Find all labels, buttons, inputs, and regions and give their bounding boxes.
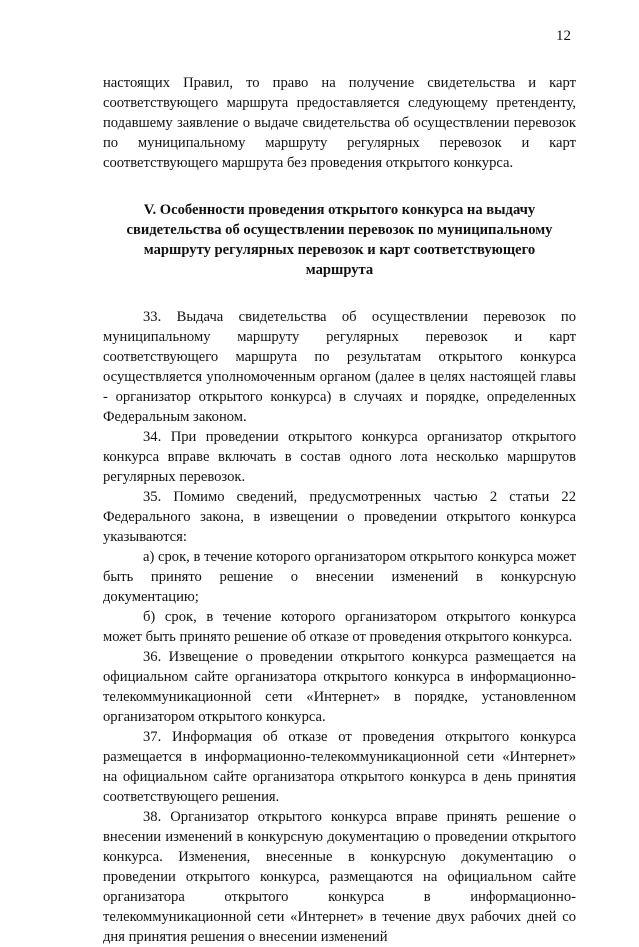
section-heading-line-3: маршруту регулярных перевозок и карт соответствующего — [143, 242, 536, 258]
paragraph-35-a: а) срок, в течение которого организатором открытого конкурса может быть принято решение о внесении изменений в конкурсную документацию; — [103, 549, 576, 605]
page-number: 12 — [556, 28, 571, 44]
paragraph-35: 35. Помимо сведений, предусмотренных частью 2 статьи 22 Федерального закона, в извещении о проведении открытого конкурса указываются: — [103, 489, 576, 545]
paragraph-33: 33. Выдача свидетельства об осуществлении перевозок по муниципальному маршруту регулярных перевозок и карт соответствующего маршрута по результатам открытого конкурса осуществляется уполномоченным органом (далее в целях настоящей главы - организатор открытого конкурса) в случаях и порядке, определенных Федеральным законом. — [103, 309, 576, 425]
paragraph-35-b: б) срок, в течение которого организатором открытого конкурса может быть принято решение об отказе от проведения открытого конкурса. — [103, 609, 576, 645]
document-body — [103, 73, 576, 947]
paragraph-37: 37. Информация об отказе от проведения открытого конкурса размещается в информационно-телекоммуникационной сети «Интернет» на официальном сайте организатора открытого конкурса в день принятия соответствующего решения. — [103, 729, 576, 805]
section-heading-line-1: V. Особенности проведения открытого конкурса на выдачу — [143, 202, 536, 218]
paragraph-38: 38. Организатор открытого конкурса вправе принять решение о внесении изменений в конкурсную документацию о проведении открытого конкурса. Изменения, внесенные в конкурсную документацию о проведении открытого конкурса, размещаются на официальном сайте организатора открытого конкурса в информационно-телекоммуникационной сети «Интернет» в течение двух рабочих дней со дня принятия решения о внесении изменений — [103, 809, 576, 945]
paragraph-34: 34. При проведении открытого конкурса организатор открытого конкурса вправе включать в состав одного лота несколько маршрутов регулярных перевозок. — [103, 429, 576, 485]
section-heading — [113, 200, 566, 280]
section-heading-line-4: маршрута — [305, 262, 374, 278]
section-heading-line-2: свидетельства об осуществлении перевозок по муниципальному — [126, 222, 553, 238]
intro-paragraph: настоящих Правил, то право на получение свидетельства и карт соответствующего маршрута предоставляется следующему претенденту, подавшему заявление о выдаче свидетельства об осуществлении перевозок по муниципальному маршруту регулярных перевозок и карт соответствующего маршрута без проведения открытого конкурса. — [103, 75, 576, 171]
paragraph-36: 36. Извещение о проведении открытого конкурса размещается на официальном сайте организатора открытого конкурса в информационно-телекоммуникационной сети «Интернет» в порядке, установленном организатором открытого конкурса. — [103, 649, 576, 725]
